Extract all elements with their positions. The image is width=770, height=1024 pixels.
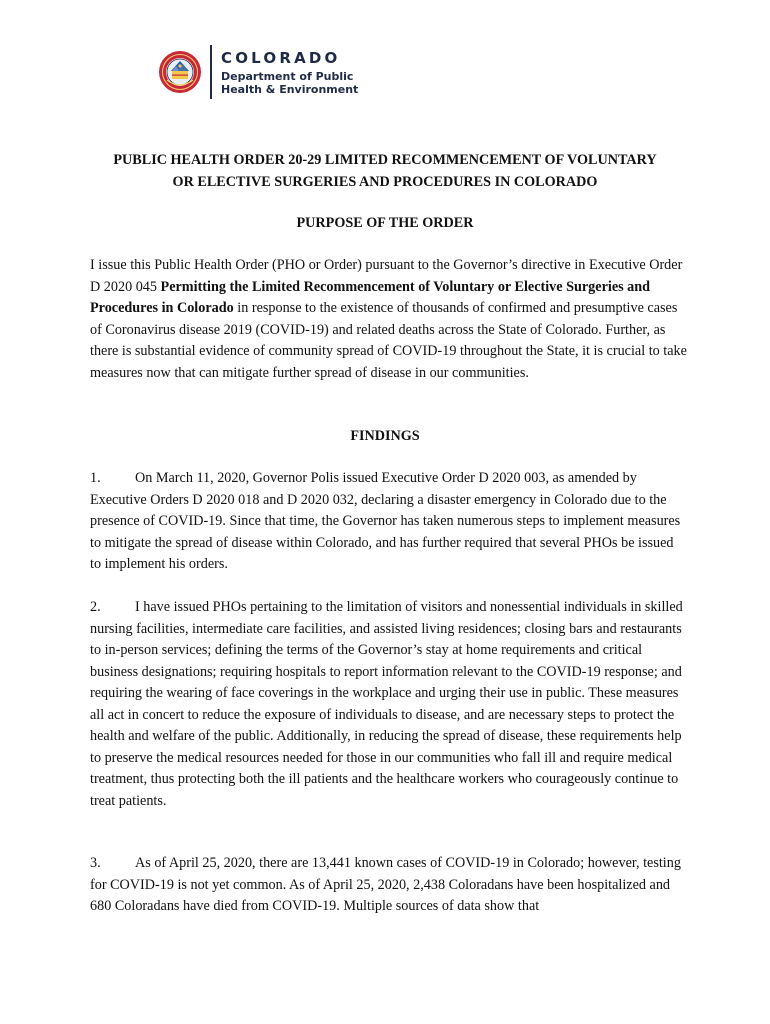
finding-number: 3. — [90, 855, 101, 871]
order-title-line2: OR ELECTIVE SURGERIES AND PROCEDURES IN COLORADO — [172, 174, 598, 190]
finding-number: 1. — [90, 470, 101, 486]
finding-text: On March 11, 2020, Governor Polis issued Executive Order D 2020 003, as amended by Executive Orders D 2020 018 and D 2020 032, declaring a disaster emergency in Colorado due to the presence of COVID-19. Since that time, the Governor has taken numerous steps to implement measures to mitigate the spread of disease within Colorado, and has further required that several PHOs be issued to implement his orders. — [90, 470, 681, 572]
finding-text: I have issued PHOs pertaining to the limitation of visitors and nonessential individuals in skilled nursing facilities, intermediate care facilities, and assisted living residences; closing bars and restaurants to in-person services; defining the terms of the Governor’s stay at home requirements and critical business designations; requiring hospitals to report information relevant to the COVID-19 response; and requiring the wearing of face coverings in the workplace and urging their use in public. These measures all act in concert to reduce the exposure of individuals to disease, and are necessary steps to protect the health and welfare of the public. Additionally, in reducing the spread of disease, these requirements help to preserve the medical resources needed for those in our communities who fall ill and require medical treatment, thus protecting both the ill patients and the healthcare workers who courageously continue to treat patients. — [90, 599, 683, 809]
purpose-text-before: I issue this Public Health Order (PHO or Order) pursuant to the Governor’s directive in Executive Order D 2020 045 — [90, 257, 683, 295]
purpose-paragraph — [90, 255, 688, 384]
order-title — [70, 149, 700, 193]
brand-department-line1: Department of Public — [221, 69, 354, 83]
order-title-line1: PUBLIC HEALTH ORDER 20-29 LIMITED RECOMMENCEMENT OF VOLUNTARY — [113, 152, 657, 168]
findings-heading: FINDINGS — [350, 428, 420, 444]
finding-number: 2. — [90, 599, 101, 615]
purpose-heading: PURPOSE OF THE ORDER — [296, 215, 474, 231]
executive-order-title: Permitting the Limited Recommencement of Voluntary or Elective Surgeries and Procedures in Colorado — [90, 278, 651, 316]
brand-text — [221, 49, 358, 96]
brand-department-line2: Health & Environment — [221, 82, 359, 96]
finding-text: As of April 25, 2020, there are 13,441 known cases of COVID-19 in Colorado; however, testing for COVID-19 is not yet common. As of April 25, 2020, 2,438 Coloradans have been hospitalized and 680 Coloradans have died from COVID-19. Multiple sources of data show that — [90, 855, 681, 914]
brand-state-name: COLORADO — [221, 48, 341, 67]
finding-item — [90, 853, 688, 918]
department-logo — [158, 44, 358, 100]
purpose-text-after: in response to the existence of thousands of confirmed and presumptive cases of Coronavirus disease 2019 (COVID-19) and related deaths across the State of Colorado. Further, as there is substantial evidence of community spread of COVID-19 throughout the State, it is crucial to take measures now that can mitigate further spread of disease in our communities. — [90, 300, 687, 381]
logo-divider — [210, 45, 212, 99]
colorado-state-seal-icon — [158, 50, 202, 94]
finding-item — [90, 597, 688, 812]
finding-item — [90, 468, 688, 576]
